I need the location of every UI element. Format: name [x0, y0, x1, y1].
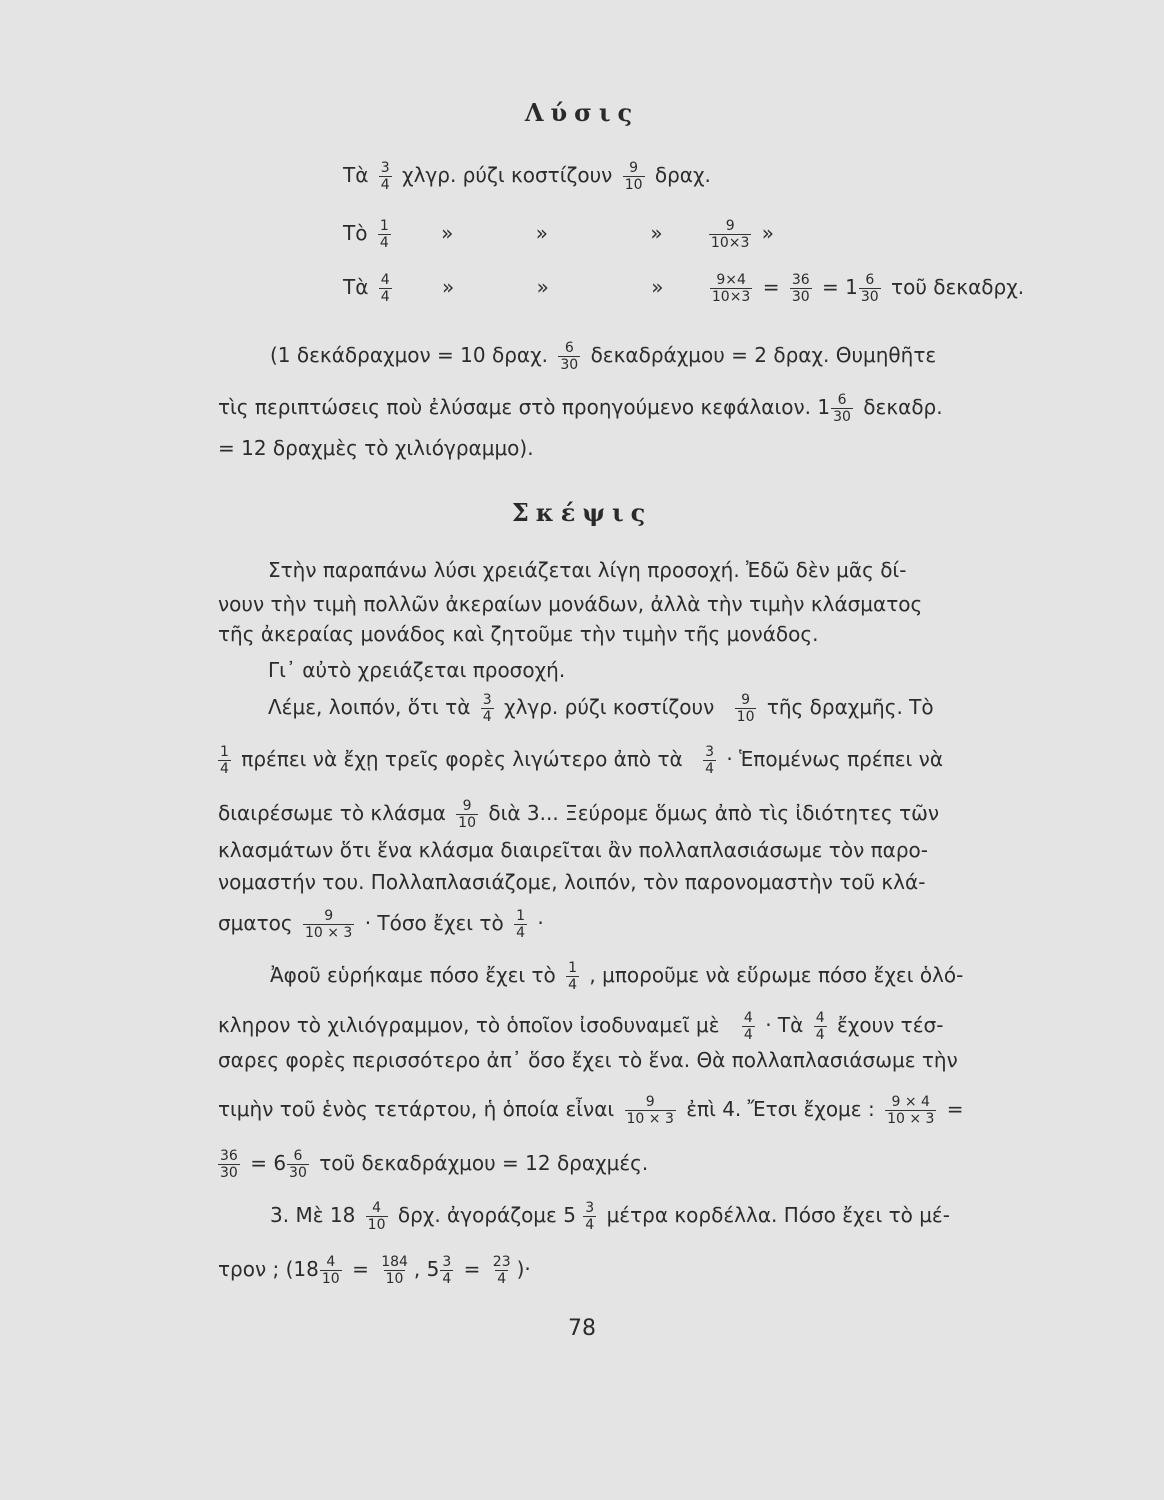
fraction: $\frac{9}{10 \times 3}$ — [304, 908, 353, 942]
text: · Τὰ — [765, 1013, 804, 1038]
text: ἔχουν τέσ- — [836, 1013, 944, 1038]
article: Τὰ — [343, 163, 369, 188]
article: Τὰ — [343, 275, 369, 300]
mixed-fraction: $\frac{6}{30}$ — [833, 392, 851, 426]
solution-row-1 — [343, 160, 711, 193]
text: χλγρ. ρύζι κοστίζουν — [504, 695, 715, 720]
exercise-line-2 — [218, 1254, 531, 1287]
thinking-line: τῆς ἀκεραίας μονάδος καὶ ζητοῦμε τὴν τιμὴν τῆς μονάδος. — [218, 622, 819, 646]
equals-sign: = — [822, 275, 839, 300]
text: σματος — [218, 911, 293, 936]
solution-heading: Λύσις — [524, 98, 640, 127]
equals-sign: = — [352, 1257, 369, 1282]
result-fraction: $\frac{36}{30}$ — [791, 272, 810, 306]
article: Τὸ — [343, 221, 368, 246]
fraction: $\frac{184}{10}$ — [381, 1254, 408, 1288]
text: τοῦ δεκαδράχμου = 12 δραχμές. — [319, 1151, 649, 1176]
fraction: $\frac{3}{4}$ — [442, 1254, 452, 1288]
fraction: $\frac{3}{4}$ — [585, 1200, 595, 1234]
ditto-mark: » — [650, 221, 663, 246]
text: κληρον τὸ χιλιόγραμμον, τὸ ὁποῖον ἰσοδυναμεῖ μὲ — [218, 1013, 720, 1038]
text: τῆς δραχμῆς. Τὸ — [766, 695, 934, 720]
text: Λέμε, λοιπόν, ὅτι τὰ — [268, 695, 471, 720]
thinking-line: Στὴν παραπάνω λύσι χρειάζεται λίγη προσοχή. Ἐδῶ δὲν μᾶς δί- — [268, 558, 907, 582]
text: διαιρέσωμε τὸ κλάσμα — [218, 801, 446, 826]
text: τιμὴν τοῦ ἑνὸς τετάρτου, ἡ ὁποία εἶναι — [218, 1097, 615, 1122]
mixed-whole: 6 — [273, 1151, 287, 1176]
thinking-line — [270, 960, 963, 993]
text: , μποροῦμε νὰ εὕρωμε πόσο ἔχει ὁλό- — [589, 963, 964, 988]
equals-sign: = — [463, 1257, 481, 1282]
text: , 5 — [413, 1257, 440, 1282]
fraction: $\frac{9}{10 \times 3}$ — [626, 1094, 674, 1128]
fraction: $\frac{23}{4}$ — [492, 1254, 511, 1288]
mixed-fraction: $\frac{6}{30}$ — [860, 272, 879, 306]
page-number: 78 — [568, 1316, 596, 1341]
text: · Ἑπομένως πρέπει νὰ — [726, 747, 944, 772]
thinking-line — [218, 908, 544, 941]
fraction: $\frac{9 \times 4}{10 \times 3}$ — [887, 1094, 935, 1128]
row-text: χλγρ. ρύζι κοστίζουν — [402, 163, 613, 188]
fraction: $\frac{4}{4}$ — [380, 272, 390, 306]
text: Ἀφοῦ εὑρήκαμε πόσο ἔχει τὸ — [270, 963, 556, 988]
text: διὰ 3... Ξεύρομε ὅμως ἀπὸ τὶς ἰδιότητες τῶν — [488, 801, 940, 826]
fraction: $\frac{9}{10}$ — [458, 798, 476, 832]
note-text: δεκαδράχμου = 2 δραχ. Θυμηθῆτε — [590, 343, 937, 368]
text: )· — [516, 1257, 531, 1282]
thinking-line: κλασμάτων ὅτι ἕνα κλάσμα διαιρεῖται ἂν πολλαπλασιάσωμε τὸν παρο- — [218, 838, 928, 862]
text: πρέπει νὰ ἔχῃ τρεῖς φορὲς λιγώτερο ἀπὸ τὰ — [241, 747, 683, 772]
exercise-line-1 — [270, 1200, 950, 1233]
ditto-mark: » — [442, 275, 455, 300]
fraction: $\frac{4}{4}$ — [815, 1010, 825, 1044]
text: (18 — [285, 1257, 319, 1282]
fraction: $\frac{1}{4}$ — [220, 744, 229, 778]
ditto-mark: » — [761, 221, 774, 246]
mixed-whole: 1 — [817, 395, 831, 420]
text: δρχ. ἀγοράζομε 5 — [397, 1203, 576, 1228]
thinking-line: νουν τὴν τιμὴ πολλῶν ἀκεραίων μονάδων, ἀλλὰ τὴν τιμὴν κλάσματος — [218, 592, 923, 616]
thinking-line — [218, 1094, 964, 1127]
note-text: δεκαδρ. — [863, 395, 943, 420]
text: τρον ; — [218, 1257, 280, 1282]
text: μέτρα κορδέλλα. Πόσο ἔχει τὸ μέ- — [606, 1203, 950, 1228]
thinking-line — [218, 798, 939, 831]
equals-sign: = — [762, 275, 780, 300]
mixed-whole: 1 — [845, 275, 858, 300]
thinking-line: νομαστήν του. Πολλαπλασιάζομε, λοιπόν, τὸν παρονομαστὴν τοῦ κλά- — [218, 870, 926, 894]
fraction: $\frac{1}{4}$ — [516, 908, 525, 942]
price-fraction: $\frac{9}{10}$ — [624, 160, 643, 194]
fraction: $\frac{1}{4}$ — [568, 960, 578, 994]
ditto-mark: » — [536, 275, 549, 300]
text: · Τόσο ἔχει τὸ — [364, 911, 504, 936]
text: 3. Μὲ 18 — [270, 1203, 356, 1228]
thinking-line: Γι᾽ αὐτὸ χρειάζεται προσοχή. — [268, 658, 566, 682]
mixed-fraction: $\frac{6}{30}$ — [289, 1148, 307, 1182]
unit: δραχ. — [654, 163, 711, 188]
fraction: $\frac{1}{4}$ — [379, 218, 389, 252]
fraction: $\frac{6}{30}$ — [560, 340, 579, 374]
fraction: $\frac{9}{10}$ — [736, 692, 755, 726]
fraction: $\frac{3}{4}$ — [380, 160, 390, 194]
fraction: $\frac{4}{10}$ — [367, 1200, 386, 1234]
thinking-heading: Σκέψις — [511, 498, 653, 527]
thinking-line — [214, 744, 943, 777]
note-text: (1 δεκάδραχμον = 10 δραχ. — [270, 343, 549, 368]
solution-row-2 — [343, 218, 774, 251]
ditto-mark: » — [441, 221, 454, 246]
note-text: τὶς περιπτώσεις ποὺ ἐλύσαμε στὸ προηγούμενο κεφάλαιον. — [218, 395, 812, 420]
thinking-line — [268, 692, 934, 725]
row-tail: τοῦ δεκαδρχ. — [891, 275, 1025, 300]
text: · — [537, 911, 544, 936]
solution-row-3 — [343, 272, 1024, 305]
equals-sign: = — [946, 1097, 964, 1122]
note-line-1 — [270, 340, 936, 373]
ditto-mark: » — [651, 275, 664, 300]
thinking-line: σαρες φορὲς περισσότερο ἀπ᾽ ὅσο ἔχει τὸ ἕνα. Θὰ πολλαπλασιάσωμε τὴν — [218, 1048, 958, 1072]
thinking-line — [214, 1148, 648, 1181]
thinking-line — [218, 1010, 943, 1043]
equals-sign: = — [250, 1151, 267, 1176]
price-fraction: $\frac{9\times 4}{10\times 3}$ — [711, 272, 751, 306]
fraction: $\frac{4}{10}$ — [321, 1254, 340, 1288]
note-line-2 — [218, 392, 943, 425]
fraction: $\frac{3}{4}$ — [482, 692, 492, 726]
fraction: $\frac{36}{30}$ — [220, 1148, 238, 1182]
text: ἐπὶ 4. Ἔτσι ἔχομε : — [686, 1097, 875, 1122]
note-line-3: = 12 δραχμὲς τὸ χιλιόγραμμο). — [218, 436, 534, 460]
price-fraction: $\frac{9}{10\times 3}$ — [710, 218, 750, 252]
ditto-mark: » — [535, 221, 548, 246]
fraction: $\frac{3}{4}$ — [705, 744, 715, 778]
fraction: $\frac{4}{4}$ — [743, 1010, 753, 1044]
